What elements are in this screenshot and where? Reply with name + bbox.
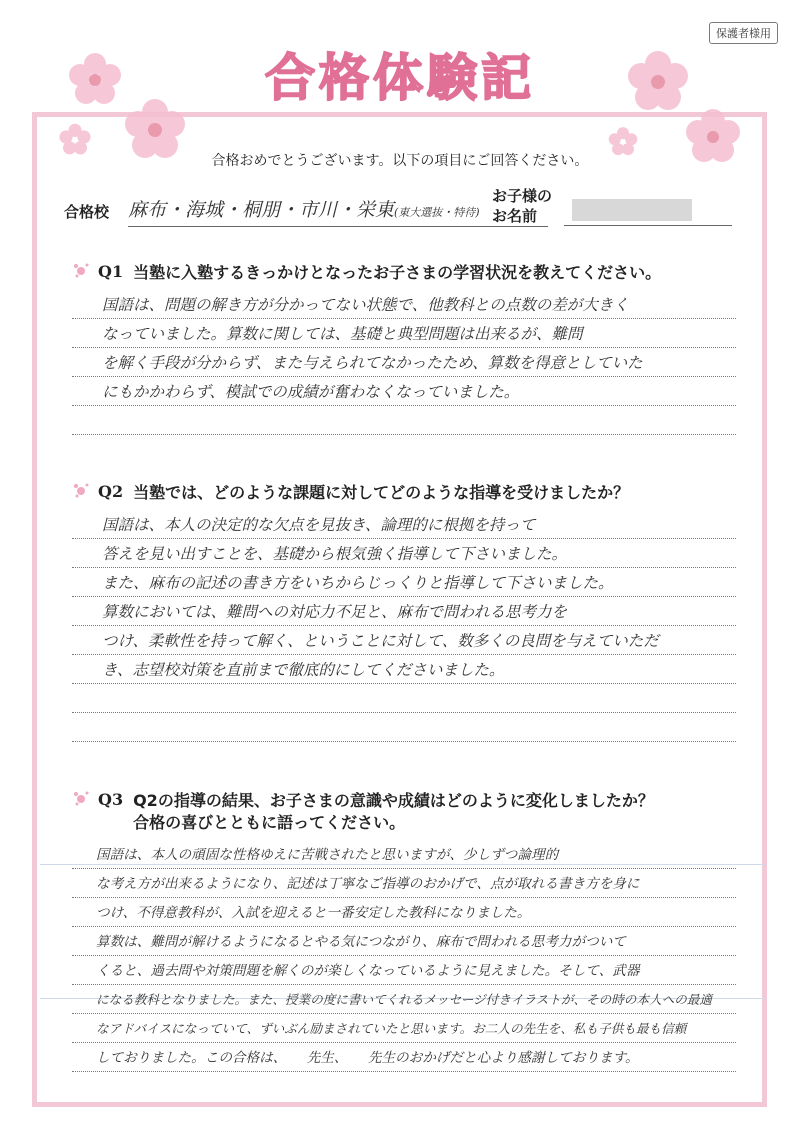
- question-text: 当塾に入塾するきっかけとなったお子さまの学習状況を教えてください。: [133, 263, 662, 282]
- answer-area: [72, 840, 736, 1072]
- answer-line: にもかかわらず、模試での成績が奮わなくなっていました。: [72, 377, 736, 406]
- question-3: [72, 790, 736, 1072]
- answer-line: 算数は、難問が解けるようになるとやる気につながり、麻布で問われる思考力がついて: [72, 927, 736, 956]
- answer-line: くると、過去問や対策問題を解くのが楽しくなっているように見えました。そして、武器: [72, 956, 736, 985]
- answer-line: 算数においては、難問への対応力不足と、麻布で問われる思考力を: [72, 597, 736, 626]
- question-number: Q1: [98, 262, 124, 281]
- sparkle-icon: [72, 260, 98, 282]
- greeting-text: 合格おめでとうございます。以下の項目にご回答ください。: [211, 153, 589, 169]
- answer-line: になる教科となりました。また、授業の度に書いてくれるメッセージ付きイラストが、その時の本人への最適: [72, 985, 736, 1014]
- answer-line: [72, 713, 736, 742]
- redacted-name: [572, 199, 692, 221]
- page-title: 合格体験記: [265, 48, 535, 107]
- audience-badge: 保護者様用: [709, 22, 778, 44]
- answer-line: を解く手段が分からず、また与えられてなかったため、算数を得意としていた: [72, 348, 736, 377]
- sparkle-icon: [72, 480, 98, 502]
- answer-line: 国語は、本人の頑固な性格ゆえに苦戦されたと思いますが、少しずつ論理的: [72, 840, 736, 869]
- school-note: (東大選抜・特待): [394, 206, 480, 219]
- question-2: [72, 482, 736, 742]
- question-text: 合格の喜びとともに語ってください。: [133, 813, 406, 832]
- question-text: 当塾では、どのような課題に対してどのような指導を受けましたか？: [133, 483, 630, 502]
- question-number: Q2: [98, 482, 124, 501]
- answer-line: き、志望校対策を直前まで徹底的にしてくださいました。: [72, 655, 736, 684]
- answer-line: つけ、柔軟性を持って解く、ということに対して、数多くの良問を与えていただ: [72, 626, 736, 655]
- answer-area: [72, 510, 736, 742]
- answer-area: [72, 290, 736, 435]
- answer-line: なっていました。算数に関しては、基礎と典型問題は出来るが、難問: [72, 319, 736, 348]
- answer-line: しておりました。この合格は、 先生、 先生のおかげだと心より感謝しております。: [72, 1043, 736, 1072]
- sparkle-icon: [72, 788, 98, 810]
- school-value: [128, 195, 548, 227]
- child-name-value: [564, 199, 732, 226]
- answer-line: つけ、不得意教科が、入試を迎えると一番安定した教科になりました。: [72, 898, 736, 927]
- answer-line: また、麻布の記述の書き方をいちからじっくりと指導して下さいました。: [72, 568, 736, 597]
- question-number: Q3: [98, 790, 124, 809]
- child-name-label: [492, 186, 552, 226]
- answer-line: [72, 406, 736, 435]
- answer-line: な考え方が出来るようになり、記述は丁寧なご指導のおかげで、点が取れる書き方を身に: [72, 869, 736, 898]
- answer-line: 答えを見い出すことを、基礎から根気強く指導して下さいました。: [72, 539, 736, 568]
- school-label: 合格校: [64, 203, 110, 221]
- info-row: [64, 187, 734, 241]
- school-list: 麻布・海城・桐朋・市川・栄東: [128, 199, 395, 221]
- child-label-line2: お名前: [492, 207, 538, 225]
- question-text: Q2の指導の結果、お子さまの意識や成績はどのように変化しましたか？: [133, 791, 654, 810]
- answer-line: [72, 684, 736, 713]
- answer-line: なアドバイスになっていて、ずいぶん励まされていたと思います。お二人の先生を、私も子供も最も信頼: [72, 1014, 736, 1043]
- question-1: [72, 262, 736, 435]
- answer-line: 国語は、本人の決定的な欠点を見抜き、論理的に根拠を持って: [72, 510, 736, 539]
- answer-line: 国語は、問題の解き方が分かってない状態で、他教科との点数の差が大きく: [72, 290, 736, 319]
- child-label-line1: お子様の: [492, 187, 553, 205]
